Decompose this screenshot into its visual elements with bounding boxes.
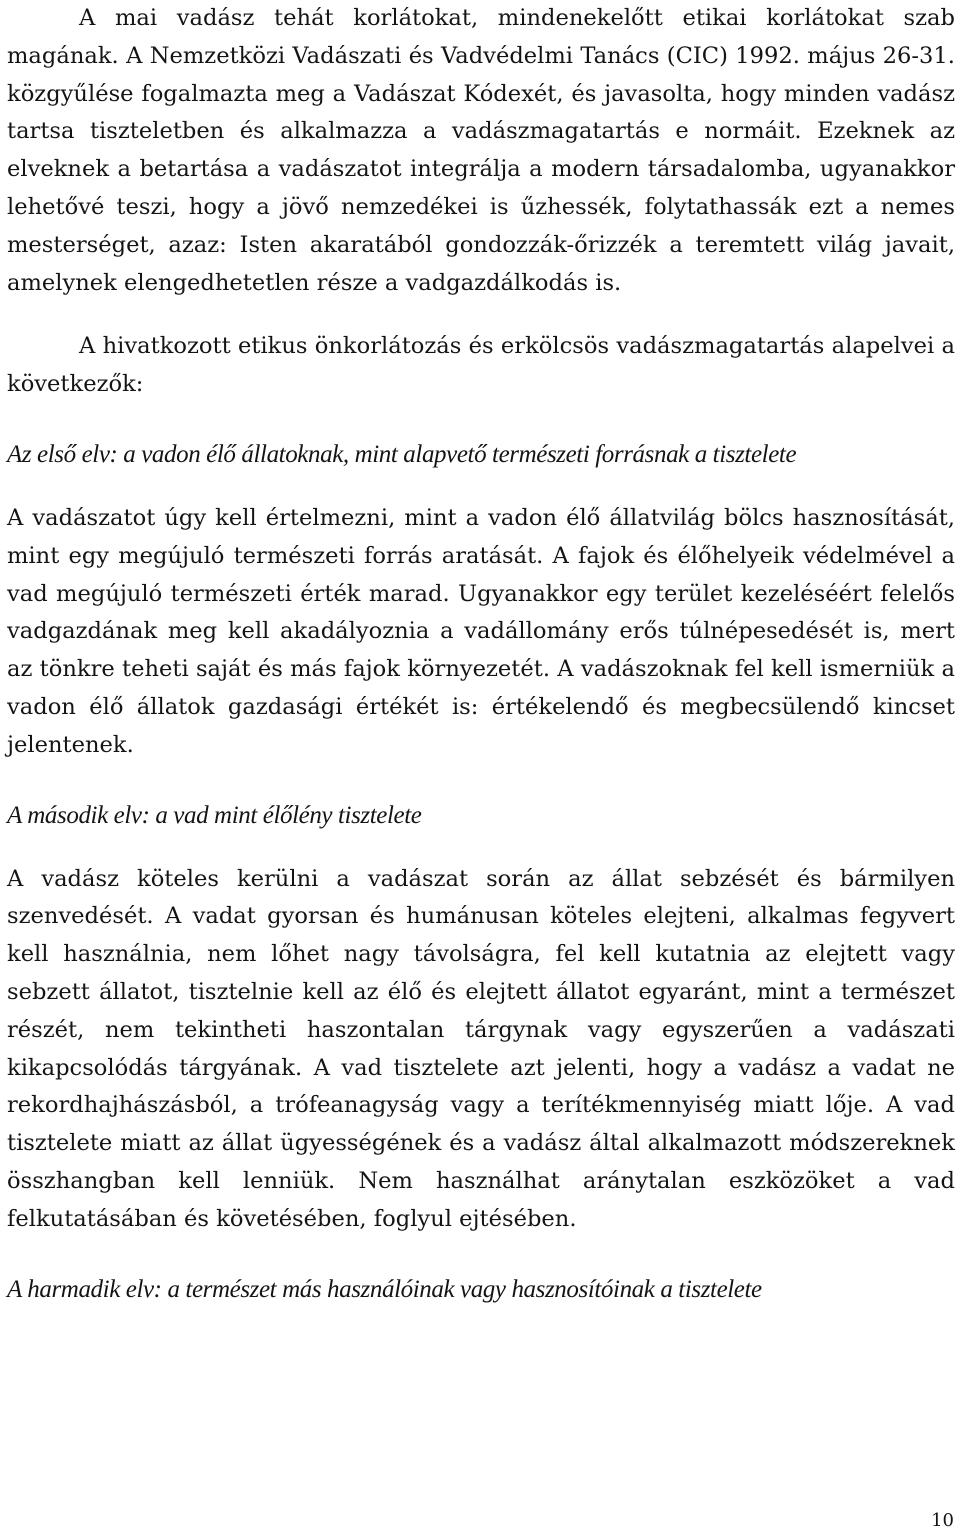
principle-3-heading: A harmadik elv: a természet más használóinak vagy hasznosítóinak a tisztelete [7,1275,762,1303]
document-page [7,0,955,1309]
principles-intro-paragraph: A hivatkozott etikus önkorlátozás és erkölcsös vadászmagatartás alapelvei a következők: [7,333,955,398]
principle-1-heading: Az első elv: a vadon élő állatoknak, mint alapvető természeti forrásnak a tisztelete [7,440,797,468]
principle-1-body: A vadászatot úgy kell értelmezni, mint a vadon élő állatvilág bölcs hasznosítását, mint egy megújuló természeti forrás aratását. A fajok és élőhelyeik védelmével a vad megújuló természeti érték marad. Ugyanakkor egy terület kezeléséért felelős vadgazdának meg kell akadályoznia a vadállomány erős túlnépesedését is, mert az tönkre teheti saját és más fajok környezetét. A vadászoknak fel kell ismerniük a vadon élő állatok gazdasági értékét is: értékelendő és megbecsülendő kincset jelentenek. [7,504,955,758]
principle-2-heading: A második elv: a vad mint élőlény tisztelete [7,801,422,829]
intro-paragraph: A mai vadász tehát korlátokat, mindenekelőtt etikai korlátokat szab magának. A Nemzetközi Vadászati és Vadvédelmi Tanács (CIC) 1992. május 26-31. közgyűlése fogalmazta meg a Vadászat Kódexét, és javasolta, hogy minden vadász tartsa tiszteletben és alkalmazza a vadászmagatartás e normáit. Ezeknek az elveknek a betartása a vadászatot integrálja a modern társadalomba, ugyanakkor lehetővé teszi, hogy a jövő nemzedékei is űzhessék, folytathassák ezt a nemes mesterséget, azaz: Isten akaratából gondozzák-őrizzék a teremtett világ javait, amelynek elengedhetetlen része a vadgazdálkodás is. [7,5,955,296]
page-number: 10 [931,1510,954,1531]
principle-2-body: A vadász köteles kerülni a vadászat során az állat sebzését és bármilyen szenvedését. A vadat gyorsan és humánusan köteles elejteni, alkalmas fegyvert kell használnia, nem lőhet nagy távolságra, fel kell kutatnia az elejtett vagy sebzett állatot, tisztelnie kell az élő és elejtett állatot egyaránt, mint a természet részét, nem tekintheti haszontalan tárgynak vagy egyszerűen a vadászati kikapcsolódás tárgyának. A vad tisztelete azt jelenti, hogy a vadász a vadat ne rekordhajhászásból, a trófeanagyság vagy a terítékmennyiség miatt lője. A vad tisztelete miatt az állat ügyességének és a vadász által alkalmazott módszereknek összhangban kell lenniük. Nem használhat aránytalan eszközöket a vad felkutatásában és követésében, foglyul ejtésében. [7,865,955,1232]
